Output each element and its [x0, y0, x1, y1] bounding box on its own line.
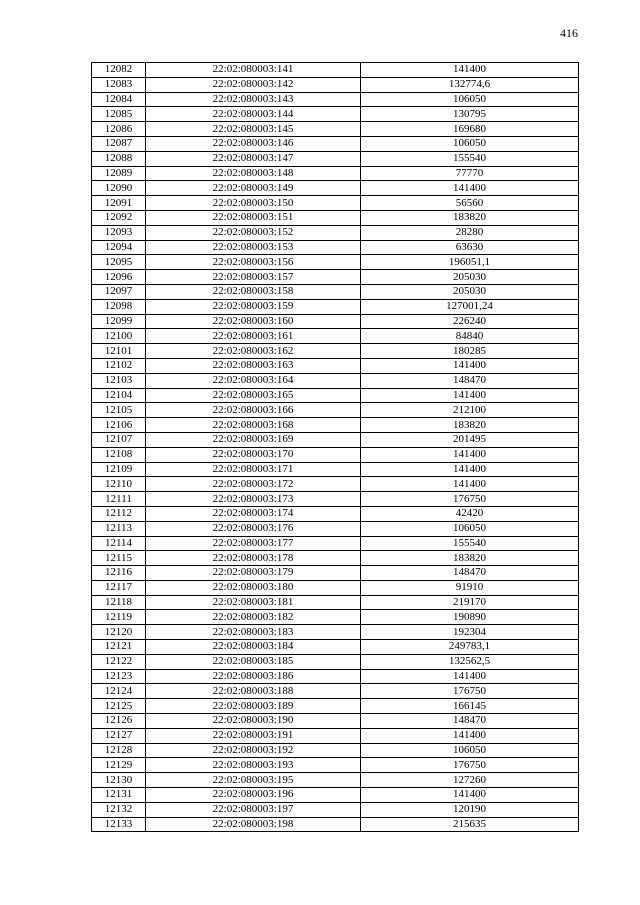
value-cell: 215635 [361, 817, 579, 832]
table-row [92, 654, 579, 669]
value-cell: 148470 [361, 714, 579, 729]
table-row [92, 477, 579, 492]
value-cell: 141400 [361, 462, 579, 477]
cadastral-number-cell: 22:02:080003:198 [146, 817, 361, 832]
value-cell: 180285 [361, 344, 579, 359]
value-cell: 148470 [361, 373, 579, 388]
row-number-cell: 12105 [92, 403, 146, 418]
table-row [92, 344, 579, 359]
table-row [92, 373, 579, 388]
table-row [92, 506, 579, 521]
row-number-cell: 12106 [92, 418, 146, 433]
table-row [92, 728, 579, 743]
table-row [92, 447, 579, 462]
row-number-cell: 12108 [92, 447, 146, 462]
cadastral-number-cell: 22:02:080003:186 [146, 669, 361, 684]
row-number-cell: 12087 [92, 136, 146, 151]
cadastral-number-cell: 22:02:080003:153 [146, 240, 361, 255]
table-row [92, 196, 579, 211]
cadastral-number-cell: 22:02:080003:181 [146, 595, 361, 610]
value-cell: 132774,6 [361, 77, 579, 92]
value-cell: 141400 [361, 63, 579, 78]
cadastral-number-cell: 22:02:080003:193 [146, 758, 361, 773]
row-number-cell: 12098 [92, 299, 146, 314]
table-row [92, 284, 579, 299]
cadastral-number-cell: 22:02:080003:149 [146, 181, 361, 196]
row-number-cell: 12093 [92, 225, 146, 240]
cadastral-number-cell: 22:02:080003:156 [146, 255, 361, 270]
cadastral-number-cell: 22:02:080003:143 [146, 92, 361, 107]
table-row [92, 492, 579, 507]
table-row [92, 521, 579, 536]
cadastral-number-cell: 22:02:080003:183 [146, 625, 361, 640]
table-row [92, 225, 579, 240]
table-row [92, 743, 579, 758]
table-row [92, 595, 579, 610]
row-number-cell: 12085 [92, 107, 146, 122]
cadastral-number-cell: 22:02:080003:157 [146, 270, 361, 285]
cadastral-number-cell: 22:02:080003:141 [146, 63, 361, 78]
row-number-cell: 12110 [92, 477, 146, 492]
table-row [92, 240, 579, 255]
value-cell: 42420 [361, 506, 579, 521]
row-number-cell: 12113 [92, 521, 146, 536]
cadastral-number-cell: 22:02:080003:182 [146, 610, 361, 625]
cadastral-number-cell: 22:02:080003:144 [146, 107, 361, 122]
table-row [92, 802, 579, 817]
value-cell: 141400 [361, 358, 579, 373]
table-row [92, 788, 579, 803]
value-cell: 141400 [361, 388, 579, 403]
value-cell: 176750 [361, 492, 579, 507]
value-cell: 141400 [361, 728, 579, 743]
row-number-cell: 12121 [92, 640, 146, 655]
cadastral-number-cell: 22:02:080003:151 [146, 210, 361, 225]
table-row [92, 684, 579, 699]
value-cell: 141400 [361, 669, 579, 684]
cadastral-number-cell: 22:02:080003:146 [146, 136, 361, 151]
cadastral-number-cell: 22:02:080003:169 [146, 432, 361, 447]
row-number-cell: 12084 [92, 92, 146, 107]
cadastral-number-cell: 22:02:080003:188 [146, 684, 361, 699]
row-number-cell: 12132 [92, 802, 146, 817]
cadastral-number-cell: 22:02:080003:192 [146, 743, 361, 758]
value-cell: 127260 [361, 773, 579, 788]
table-row [92, 210, 579, 225]
row-number-cell: 12116 [92, 566, 146, 581]
value-cell: 91910 [361, 580, 579, 595]
value-cell: 205030 [361, 284, 579, 299]
cadastral-number-cell: 22:02:080003:170 [146, 447, 361, 462]
cadastral-number-cell: 22:02:080003:197 [146, 802, 361, 817]
table-row [92, 403, 579, 418]
row-number-cell: 12090 [92, 181, 146, 196]
value-cell: 183820 [361, 551, 579, 566]
row-number-cell: 12100 [92, 329, 146, 344]
row-number-cell: 12115 [92, 551, 146, 566]
row-number-cell: 12133 [92, 817, 146, 832]
row-number-cell: 12123 [92, 669, 146, 684]
row-number-cell: 12091 [92, 196, 146, 211]
cadastral-number-cell: 22:02:080003:196 [146, 788, 361, 803]
cadastral-number-cell: 22:02:080003:185 [146, 654, 361, 669]
value-cell: 127001,24 [361, 299, 579, 314]
row-number-cell: 12109 [92, 462, 146, 477]
row-number-cell: 12107 [92, 432, 146, 447]
table-row [92, 314, 579, 329]
table-row [92, 566, 579, 581]
cadastral-number-cell: 22:02:080003:184 [146, 640, 361, 655]
value-cell: 219170 [361, 595, 579, 610]
value-cell: 212100 [361, 403, 579, 418]
table-row [92, 432, 579, 447]
row-number-cell: 12127 [92, 728, 146, 743]
row-number-cell: 12088 [92, 151, 146, 166]
value-cell: 176750 [361, 684, 579, 699]
value-cell: 130795 [361, 107, 579, 122]
value-cell: 169680 [361, 122, 579, 137]
cadastral-number-cell: 22:02:080003:174 [146, 506, 361, 521]
row-number-cell: 12125 [92, 699, 146, 714]
table-row [92, 640, 579, 655]
value-cell: 148470 [361, 566, 579, 581]
row-number-cell: 12104 [92, 388, 146, 403]
table-body [92, 63, 579, 832]
row-number-cell: 12103 [92, 373, 146, 388]
cadastral-number-cell: 22:02:080003:179 [146, 566, 361, 581]
row-number-cell: 12092 [92, 210, 146, 225]
cadastral-number-cell: 22:02:080003:142 [146, 77, 361, 92]
row-number-cell: 12122 [92, 654, 146, 669]
row-number-cell: 12119 [92, 610, 146, 625]
cadastral-number-cell: 22:02:080003:171 [146, 462, 361, 477]
table-row [92, 580, 579, 595]
table-row [92, 107, 579, 122]
table-row [92, 151, 579, 166]
row-number-cell: 12111 [92, 492, 146, 507]
cadastral-number-cell: 22:02:080003:162 [146, 344, 361, 359]
table-row [92, 714, 579, 729]
value-cell: 106050 [361, 92, 579, 107]
value-cell: 141400 [361, 788, 579, 803]
value-cell: 226240 [361, 314, 579, 329]
cadastral-number-cell: 22:02:080003:145 [146, 122, 361, 137]
value-cell: 183820 [361, 418, 579, 433]
table-row [92, 270, 579, 285]
table-row [92, 699, 579, 714]
row-number-cell: 12102 [92, 358, 146, 373]
row-number-cell: 12086 [92, 122, 146, 137]
cadastral-number-cell: 22:02:080003:178 [146, 551, 361, 566]
value-cell: 106050 [361, 521, 579, 536]
row-number-cell: 12101 [92, 344, 146, 359]
table-row [92, 92, 579, 107]
value-cell: 141400 [361, 477, 579, 492]
value-cell: 201495 [361, 432, 579, 447]
table-row [92, 669, 579, 684]
table-row [92, 122, 579, 137]
row-number-cell: 12129 [92, 758, 146, 773]
value-cell: 28280 [361, 225, 579, 240]
cadastral-number-cell: 22:02:080003:180 [146, 580, 361, 595]
table-row [92, 63, 579, 78]
value-cell: 155540 [361, 536, 579, 551]
cadastral-number-cell: 22:02:080003:161 [146, 329, 361, 344]
table-row [92, 358, 579, 373]
cadastral-number-cell: 22:02:080003:158 [146, 284, 361, 299]
table-row [92, 255, 579, 270]
value-cell: 183820 [361, 210, 579, 225]
row-number-cell: 12094 [92, 240, 146, 255]
value-cell: 106050 [361, 136, 579, 151]
row-number-cell: 12130 [92, 773, 146, 788]
value-cell: 63630 [361, 240, 579, 255]
table-row [92, 329, 579, 344]
cadastral-number-cell: 22:02:080003:164 [146, 373, 361, 388]
table-row [92, 551, 579, 566]
cadastral-number-cell: 22:02:080003:195 [146, 773, 361, 788]
table-row [92, 388, 579, 403]
row-number-cell: 12083 [92, 77, 146, 92]
value-cell: 132562,5 [361, 654, 579, 669]
table-row [92, 166, 579, 181]
value-cell: 141400 [361, 181, 579, 196]
value-cell: 106050 [361, 743, 579, 758]
cadastral-number-cell: 22:02:080003:176 [146, 521, 361, 536]
table-row [92, 181, 579, 196]
value-cell: 190890 [361, 610, 579, 625]
value-cell: 84840 [361, 329, 579, 344]
cadastral-number-cell: 22:02:080003:165 [146, 388, 361, 403]
value-cell: 192304 [361, 625, 579, 640]
cadastral-number-cell: 22:02:080003:147 [146, 151, 361, 166]
table-row [92, 773, 579, 788]
value-cell: 155540 [361, 151, 579, 166]
value-cell: 77770 [361, 166, 579, 181]
value-cell: 176750 [361, 758, 579, 773]
row-number-cell: 12097 [92, 284, 146, 299]
cadastral-number-cell: 22:02:080003:160 [146, 314, 361, 329]
row-number-cell: 12118 [92, 595, 146, 610]
cadastral-number-cell: 22:02:080003:163 [146, 358, 361, 373]
data-table [91, 62, 579, 832]
table-row [92, 817, 579, 832]
table-row [92, 536, 579, 551]
value-cell: 249783,1 [361, 640, 579, 655]
cadastral-number-cell: 22:02:080003:168 [146, 418, 361, 433]
table-row [92, 136, 579, 151]
value-cell: 120190 [361, 802, 579, 817]
table-row [92, 77, 579, 92]
table-row [92, 625, 579, 640]
row-number-cell: 12095 [92, 255, 146, 270]
table-row [92, 299, 579, 314]
cadastral-number-cell: 22:02:080003:173 [146, 492, 361, 507]
row-number-cell: 12126 [92, 714, 146, 729]
row-number-cell: 12112 [92, 506, 146, 521]
value-cell: 205030 [361, 270, 579, 285]
cadastral-number-cell: 22:02:080003:177 [146, 536, 361, 551]
value-cell: 196051,1 [361, 255, 579, 270]
row-number-cell: 12114 [92, 536, 146, 551]
cadastral-number-cell: 22:02:080003:191 [146, 728, 361, 743]
table-row [92, 610, 579, 625]
row-number-cell: 12120 [92, 625, 146, 640]
value-cell: 166145 [361, 699, 579, 714]
value-cell: 56560 [361, 196, 579, 211]
value-cell: 141400 [361, 447, 579, 462]
cadastral-number-cell: 22:02:080003:152 [146, 225, 361, 240]
cadastral-number-cell: 22:02:080003:190 [146, 714, 361, 729]
row-number-cell: 12131 [92, 788, 146, 803]
row-number-cell: 12089 [92, 166, 146, 181]
table-row [92, 462, 579, 477]
row-number-cell: 12117 [92, 580, 146, 595]
row-number-cell: 12124 [92, 684, 146, 699]
cadastral-number-cell: 22:02:080003:159 [146, 299, 361, 314]
cadastral-number-cell: 22:02:080003:150 [146, 196, 361, 211]
row-number-cell: 12099 [92, 314, 146, 329]
row-number-cell: 12096 [92, 270, 146, 285]
page-number: 416 [560, 26, 578, 40]
table-row [92, 418, 579, 433]
row-number-cell: 12082 [92, 63, 146, 78]
cadastral-number-cell: 22:02:080003:172 [146, 477, 361, 492]
cadastral-number-cell: 22:02:080003:189 [146, 699, 361, 714]
row-number-cell: 12128 [92, 743, 146, 758]
cadastral-number-cell: 22:02:080003:166 [146, 403, 361, 418]
table-row [92, 758, 579, 773]
cadastral-number-cell: 22:02:080003:148 [146, 166, 361, 181]
